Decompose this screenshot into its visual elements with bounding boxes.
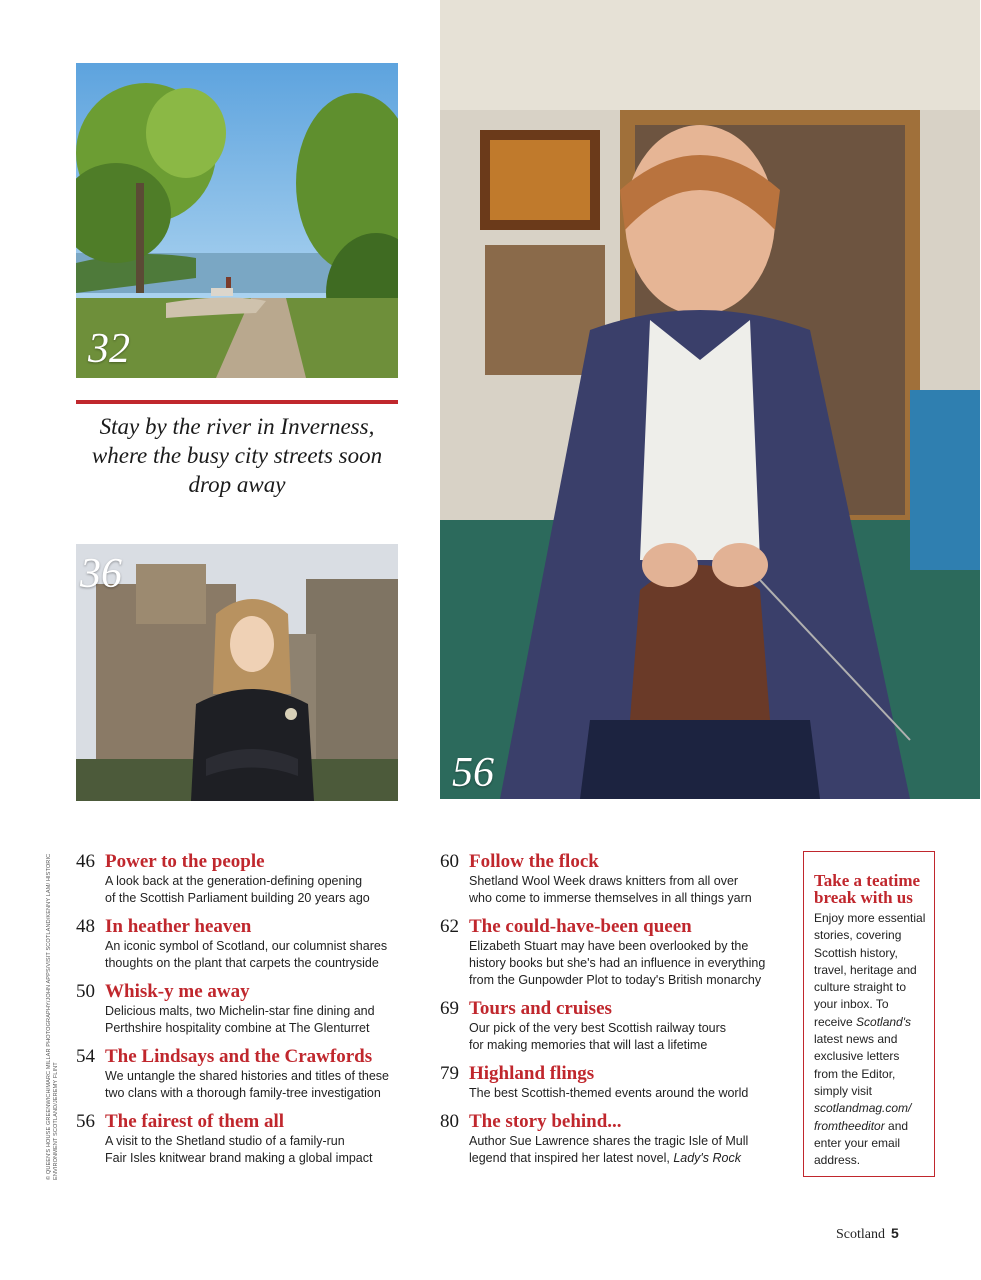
entry-title: The could-have-been queen <box>469 916 692 937</box>
entry-description: Shetland Wool Week draws knitters from all over <box>469 874 739 888</box>
entry-page-number: 69 <box>440 998 459 1019</box>
entry-title: Whisk-y me away <box>105 981 250 1002</box>
promo-url-link[interactable]: scotlandmag.com/ fromtheeditor <box>814 1101 912 1133</box>
entry-description: A look back at the generation-defining opening <box>105 874 363 888</box>
entry-description: two clans with a thorough family-tree investigation <box>105 1086 381 1100</box>
novel-title: Lady's Rock <box>673 1151 742 1165</box>
entry-page-number: 79 <box>440 1063 459 1084</box>
entry-description: for making memories that will last a lifetime <box>469 1038 708 1052</box>
entry-description: The best Scottish-themed events around the world <box>469 1086 749 1100</box>
promo-text: Enjoy more essential stories, covering Scottish history, travel, heritage and culture straight to your inbox. To receive <box>814 911 926 1029</box>
magazine-name: Scotland <box>836 1227 885 1242</box>
entry-description: A visit to the Shetland studio of a family-run <box>105 1134 345 1148</box>
entry-title: The fairest of them all <box>105 1111 285 1132</box>
entry-description: Elizabeth Stuart may have been overlooked by the <box>469 939 749 953</box>
entry-description: An iconic symbol of Scotland, our columnist shares <box>105 939 388 953</box>
entry-page-number: 50 <box>76 981 95 1002</box>
promo-text: and enter your email address. <box>814 1118 909 1168</box>
entry-title: Highland flings <box>469 1063 595 1084</box>
entry-page-number: 60 <box>440 851 459 872</box>
entry-description: who come to immerse themselves in all things yarn <box>469 891 752 905</box>
contents-entry-50[interactable] <box>76 981 416 1037</box>
contents-entry-60[interactable] <box>440 851 790 907</box>
entry-title: Follow the flock <box>469 851 599 872</box>
entry-title: In heather heaven <box>105 916 252 937</box>
contents-entry-56[interactable] <box>76 1111 416 1167</box>
contents-entry-48[interactable] <box>76 916 416 972</box>
entry-page-number: 62 <box>440 916 459 937</box>
contents-entry-54[interactable] <box>76 1046 416 1102</box>
entry-description: Fair Isles knitwear brand making a global impact <box>105 1151 373 1165</box>
entry-page-number: 54 <box>76 1046 95 1067</box>
promo-magazine-name: Scotland's <box>856 1014 912 1029</box>
knitter-portrait-photo <box>440 0 980 799</box>
entry-description <box>469 1150 790 1167</box>
newsletter-promo-box <box>803 851 935 1177</box>
page-number-32: 32 <box>88 326 130 372</box>
promo-text: latest news and exclusive letters from the Editor, simply visit <box>814 1032 900 1098</box>
entry-title: The story behind... <box>469 1111 622 1132</box>
contents-entry-62[interactable] <box>440 916 790 989</box>
entry-description: Author Sue Lawrence shares the tragic Isle of Mull <box>469 1134 749 1148</box>
entry-description: from the Gunpowder Plot to today's British monarchy <box>469 973 762 987</box>
entry-description: history books but she's had an influence in everything <box>469 956 766 970</box>
entry-title: Tours and cruises <box>469 998 612 1019</box>
contents-entry-69[interactable] <box>440 998 790 1054</box>
entry-title: The Lindsays and the Crawfords <box>105 1046 373 1067</box>
entry-page-number: 46 <box>76 851 95 872</box>
entry-page-number: 56 <box>76 1111 95 1132</box>
contents-entry-46[interactable] <box>76 851 416 907</box>
contents-entry-80[interactable] <box>440 1111 790 1167</box>
entry-page-number: 48 <box>76 916 95 937</box>
entry-description: Our pick of the very best Scottish railway tours <box>469 1021 727 1035</box>
entry-description-text: legend that inspired her latest novel, <box>469 1151 670 1165</box>
red-divider <box>76 400 398 404</box>
entry-description: We untangle the shared histories and titles of these <box>105 1069 389 1083</box>
entry-description: Delicious malts, two Michelin-star fine dining and <box>105 1004 375 1018</box>
page-footer <box>836 1225 899 1243</box>
contents-entry-79[interactable] <box>440 1063 790 1102</box>
entry-description: of the Scottish Parliament building 20 years ago <box>105 891 370 905</box>
contents-left-column <box>76 851 416 1167</box>
photo-caption: Stay by the river in Inverness, where the busy city streets soon drop away <box>91 414 383 497</box>
contents-right-column <box>440 851 790 1167</box>
entry-title: Power to the people <box>105 851 265 872</box>
entry-page-number: 80 <box>440 1111 459 1132</box>
page-number-56: 56 <box>452 750 494 796</box>
photo-credit: © QUEEN'S HOUSE GREENWICH/MARC MILLAR PHOTOGRAPHY/JOHN APPS/VISIT SCOTLAND/KENNY LAM/ HISTORIC ENVIRONMENT SCOTLAND/JEREMY FLINT <box>46 853 59 1180</box>
page-number-36: 36 <box>80 551 122 597</box>
promo-body <box>814 910 926 1169</box>
promo-title: Take a teatime break with us <box>814 871 921 907</box>
entry-description: thoughts on the plant that carpets the countryside <box>105 956 379 970</box>
castle-guide-photo <box>76 544 398 801</box>
entry-description: Perthshire hospitality combine at The Glenturret <box>105 1021 370 1035</box>
folio-page-number: 5 <box>891 1225 899 1241</box>
